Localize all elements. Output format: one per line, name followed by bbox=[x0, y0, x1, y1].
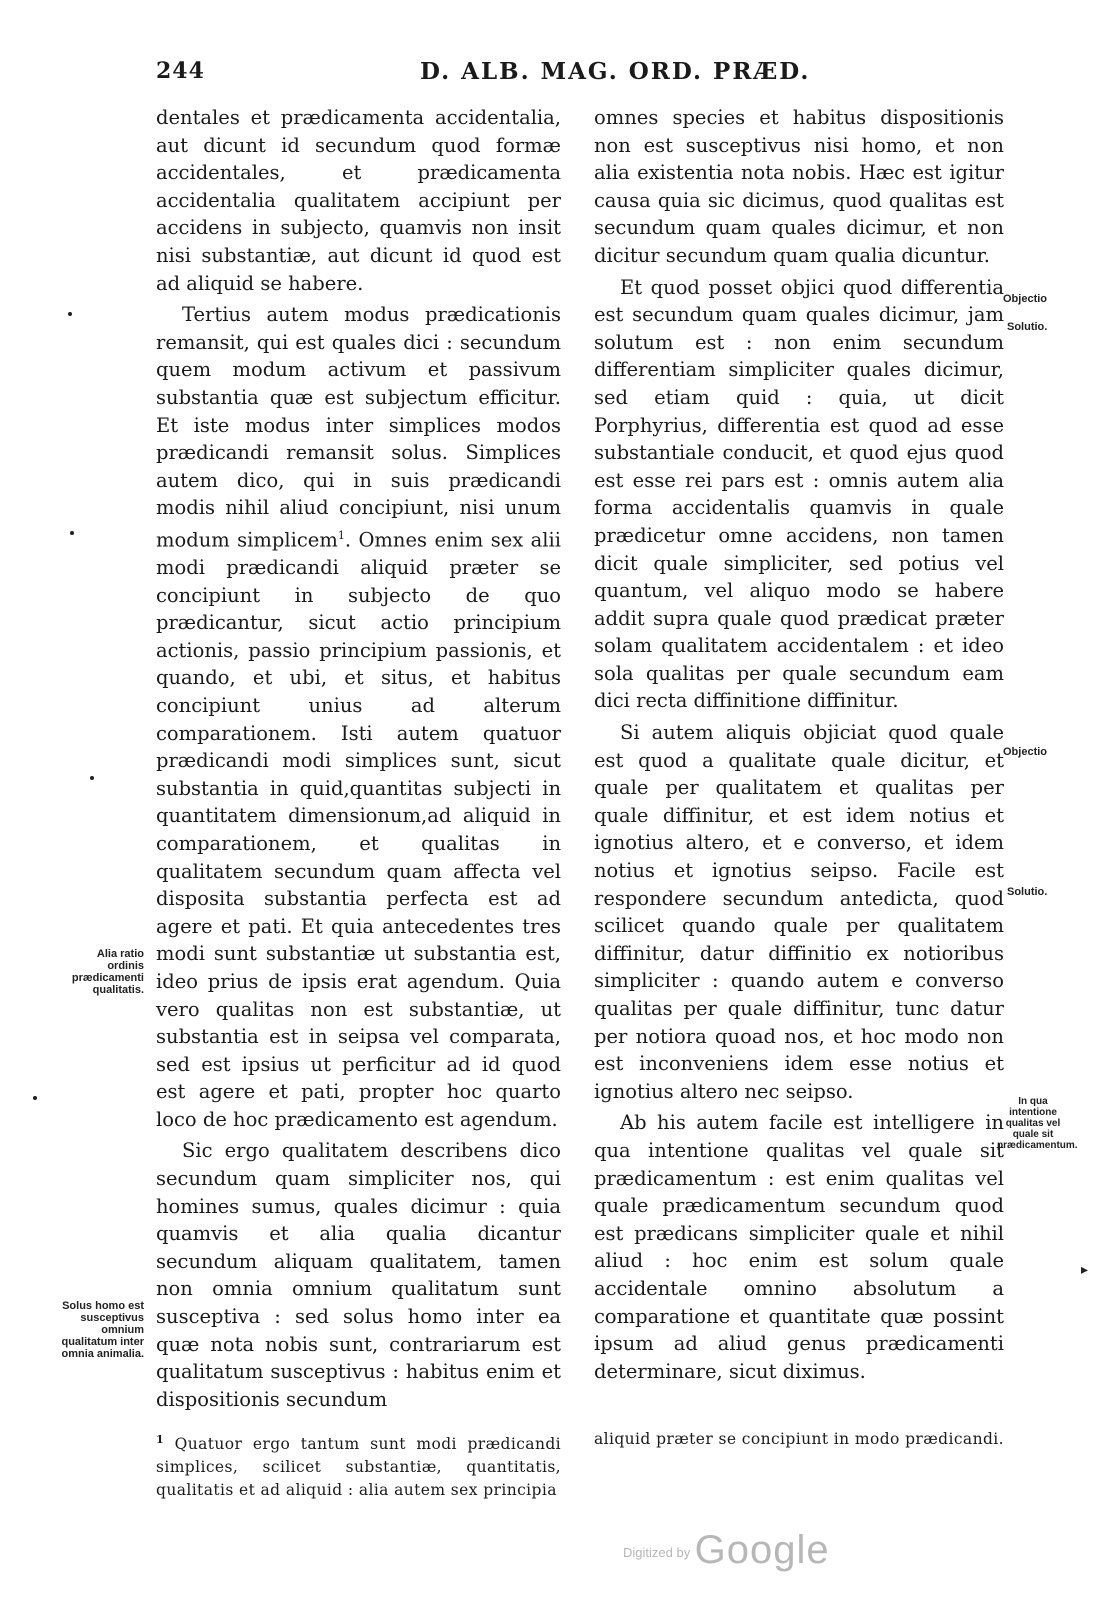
left-paragraph-2-part-1: Tertius autem modus prædicationis remansit, qui est quales dici : secundum quem modum activum et passivum substantia quæ est subjectum efficitur. Et iste modus inter simplices modos prædicandi remansit solus. Simplices autem dico, qui in suis prædicandi modis nihil aliud concipiunt, nisi unum modum simplicem bbox=[156, 303, 561, 552]
margin-note-intentione: In qua intentione qualitas vel quale sit prædicamentum. bbox=[997, 1096, 1078, 1151]
scan-speck bbox=[70, 531, 74, 535]
margin-note-ordinis: Alia ratio ordinis prædicamenti qualitatis. bbox=[71, 948, 144, 996]
page-number: 244 bbox=[156, 58, 205, 84]
right-paragraph-1: omnes species et habitus dispositionis non est susceptivus nisi homo, et non alia existentia nota nobis. Hæc est igitur causa quia sic dicimus, quod qualitas est secundum quam quales dicimur, et non dicitur secundum quam qualia dicuntur. bbox=[594, 106, 1004, 267]
right-paragraph-4: Ab his autem facile est intelligere in qua intentione qualitas vel quale sit prædicamentum : est enim qualitas vel quale prædicamentum secundum quod est prædicans simpliciter quale et nihil aliud : hoc enim est solum quale accidentale omnino absolutum a comparatione et quantitate quæ possint ipsum ad aliud genus prædicamenti determinare, sicut diximus. bbox=[594, 1111, 1004, 1383]
margin-note-solutio-2: Solutio. bbox=[1007, 886, 1048, 898]
left-column bbox=[156, 104, 561, 1413]
scan-speck bbox=[90, 776, 94, 780]
footnote-left bbox=[156, 1428, 561, 1502]
margin-note-objectio-1: Objectio bbox=[1003, 293, 1048, 305]
left-paragraph-3: Sic ergo qualitatem describens dico secundum quam simpliciter nos, qui homines sumus, quales dicimur : quia quamvis et alia qualia dicantur secundum aliquam qualitatem, tamen non omnia omnium qualitatum sunt susceptiva : sed solus homo inter ea quæ nota nobis sunt, contrariarum est qualitatum susceptivus : habitus enim et dispositionis secundum bbox=[156, 1139, 561, 1411]
footnote-left-text: Quatuor ergo tantum sunt modi prædicandi simplices, scilicet substantiæ, quantitatis, qualitatis et ad aliquid : alia autem sex principia bbox=[156, 1435, 562, 1500]
margin-note-solutio-1: Solutio. bbox=[1007, 321, 1048, 333]
margin-note-solus-homo: Solus homo est susceptivus omnium qualitatum inter omnia animalia. bbox=[61, 1300, 144, 1360]
footnote-right: aliquid præter se concipiunt in modo prædicandi. bbox=[594, 1430, 1004, 1448]
digitized-watermark bbox=[623, 1528, 830, 1573]
right-paragraph-2: Et quod posset objici quod differentia est secundum quam quales dicimur, jam solutum est : non enim secundum differentiam simpliciter quales dicimur, sed etiam quid : quia, ut dicit Porphyrius, differentia est quod ad esse substantiale conducit, et quod ejus quod est esse rei pars est : omnis autem alia forma accidentalis quamvis in quale prædicetur omne accidens, non tamen dicit quale simpliciter, sed potius vel quantum, vel aliquo modo se habere addit supra quale quod prædicat præter solam qualitatem accidentalem : et ideo sola qualitas per quale secundum eam dici recta diffinitione diffinitur. bbox=[594, 275, 1004, 713]
footnote-reference: 1 bbox=[337, 528, 345, 542]
left-paragraph-2 bbox=[156, 301, 561, 1133]
left-paragraph-1: dentales et prædicamenta accidentalia, aut dicunt id secundum quod formæ accidentales, et prædicamenta accidentalia qualitatem accipiunt per accidens in subjecto, quamvis non insit nisi substantiæ, aut dicunt id quod est ad aliquid se habere. bbox=[156, 106, 561, 295]
left-paragraph-2-part-2: . Omnes enim sex alii modi prædicandi aliquid præter se concipiunt in subjecto de quo prædicantur, sicut actio principium actionis, passio principium passionis, et quando, et ubi, et situs, et habitus concipiunt unius ad alterum comparationem. Isti autem quatuor prædicandi modi simplices sunt, sicut substantia in quid,quantitas subjecti in quantitatem dimensionum,ad aliquid in comparationem, et qualitas in qualitatem secundum quam affecta vel disposita substantia perfecta est ad agere et pati. Et quia antecedentes tres modi sunt substantiæ ut substantia est, ideo prius de ipsis erat agendum. Quia vero qualitas non est substantiæ, ut substantia est in seipsa vel comparata, sed est ipsius ut perficitur ad id quod est agere et pati, propter hoc quarto loco de hoc prædicamento est agendum. bbox=[156, 528, 561, 1131]
edge-arrow-icon: ▸ bbox=[1080, 1262, 1088, 1278]
scan-speck bbox=[68, 312, 72, 316]
footnote-mark: 1 bbox=[156, 1433, 165, 1446]
margin-note-objectio-2: Objectio bbox=[1003, 746, 1048, 758]
google-logo: Google bbox=[694, 1528, 830, 1572]
scan-speck bbox=[33, 1096, 37, 1100]
right-column bbox=[594, 104, 1004, 1385]
watermark-prefix: Digitized by bbox=[623, 1545, 691, 1560]
right-paragraph-3: Si autem aliquis objiciat quod quale est quod a qualitate quale dicitur, et quale per qualitatem et qualitas per quale diffinitur, et est idem notius et ignotius altero, et e converso, et idem notius et ignotius seipso. Facile est respondere secundum antedicta, quod scilicet quando quale per qualitatem diffinitur, datur diffinitio ex notioribus simpliciter : quando autem e converso qualitas per quale diffinitur, tunc datur per notiora quoad nos, et hoc modo non est inconveniens idem esse notius et ignotius altero nec seipso. bbox=[594, 721, 1004, 1103]
running-title: D. ALB. MAG. ORD. PRÆD. bbox=[420, 58, 811, 85]
